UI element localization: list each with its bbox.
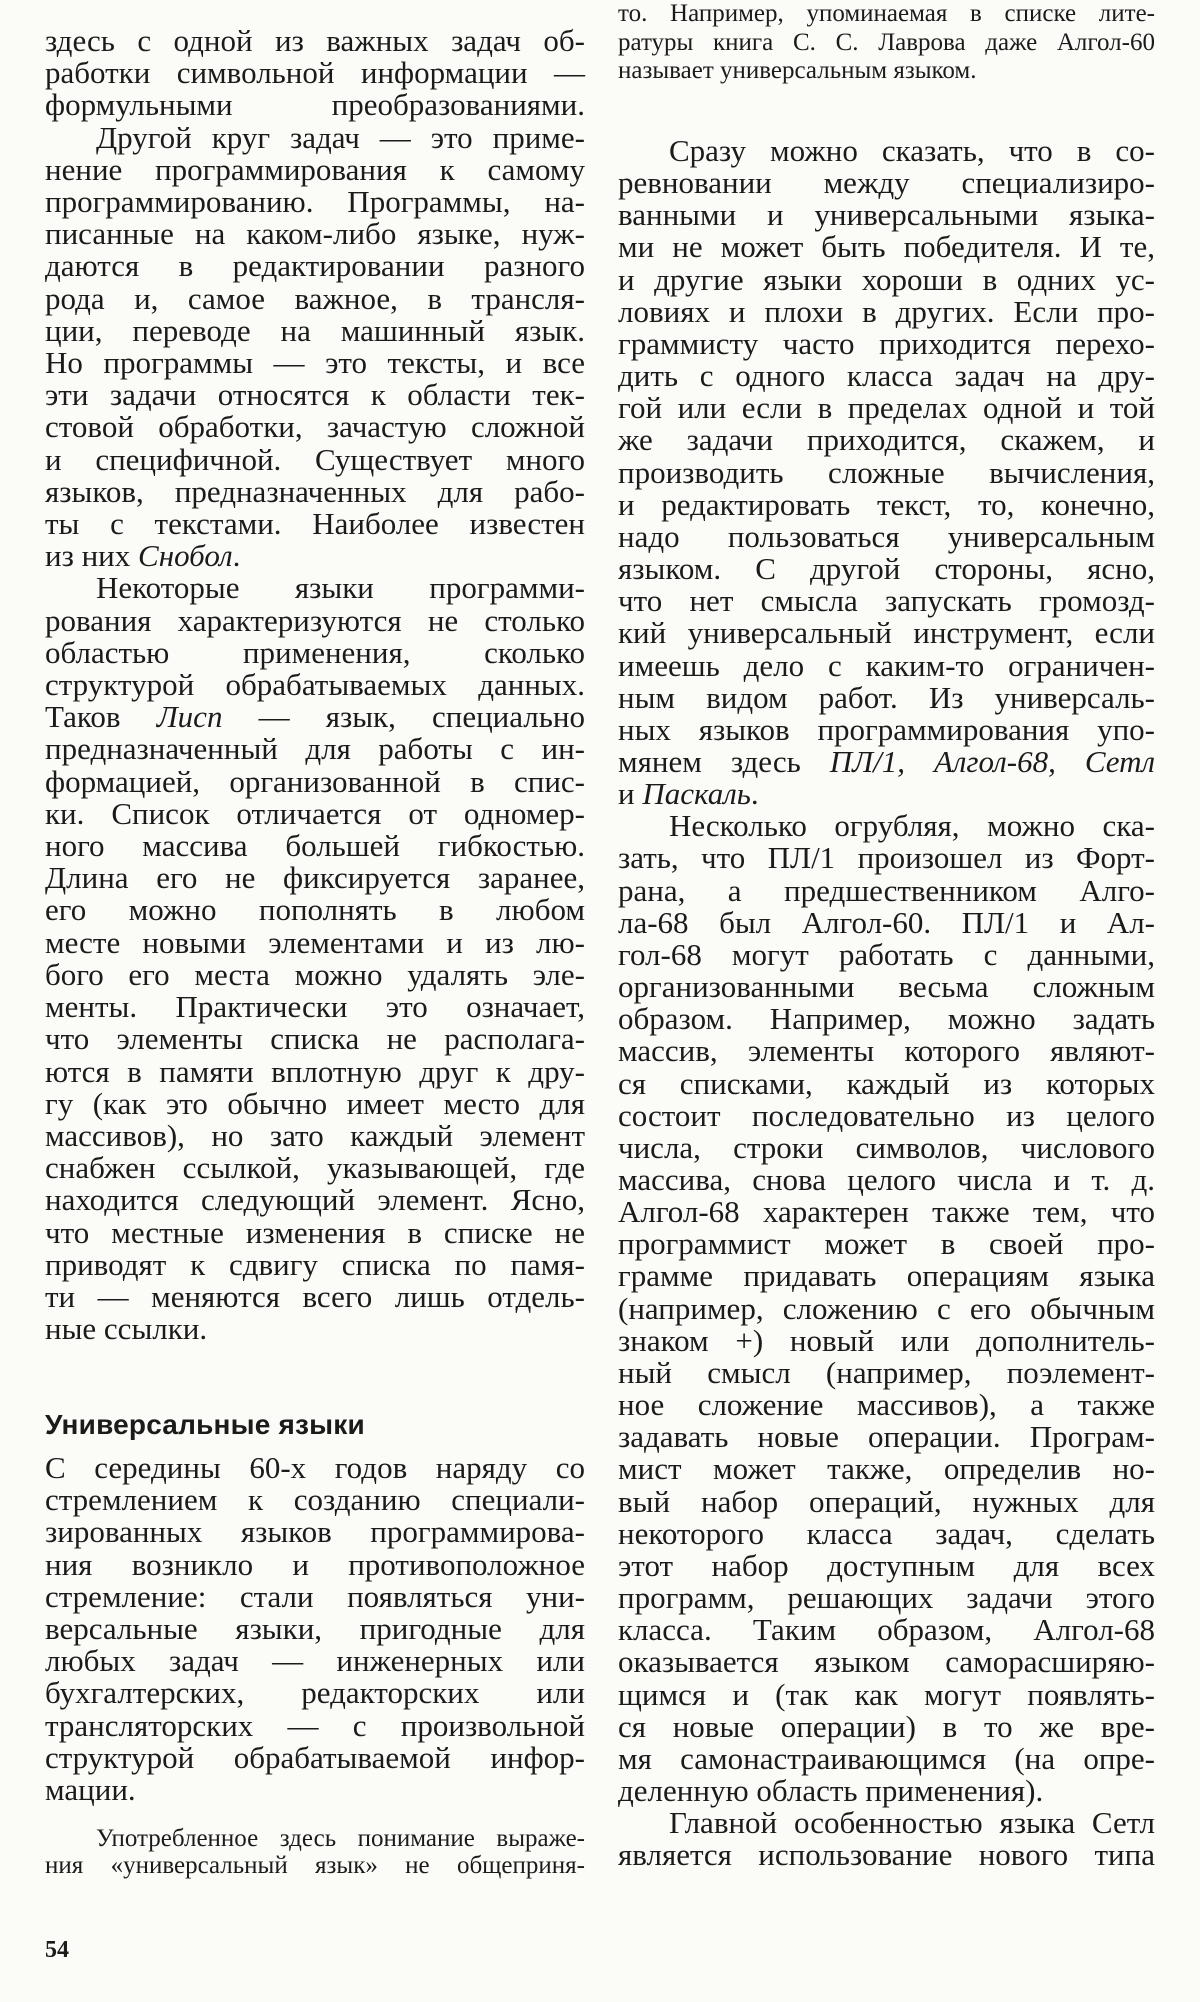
text-run: кий универсальный инструмент, если — [618, 615, 1155, 651]
text-line — [618, 1290, 1155, 1326]
text-line — [45, 57, 585, 89]
text-line — [618, 293, 1155, 329]
text-run: менты. Практически это означает, — [45, 989, 585, 1025]
text-line — [618, 325, 1155, 361]
text-line — [45, 1313, 585, 1345]
text-run: ся списками, каждый из которых — [618, 1065, 1155, 1101]
text-line — [45, 1023, 585, 1055]
text-run: оказывается языком саморасширяю- — [618, 1644, 1155, 1680]
text-line — [45, 508, 585, 540]
text-run: мя самонастраивающимся (на опре- — [618, 1740, 1155, 1776]
text-run: производить сложные вычисления, — [618, 454, 1155, 490]
text-run: структурой обрабатываемых данных. — [45, 667, 585, 703]
text-line — [45, 1278, 585, 1314]
text-run: ся новые операции) в то же вре- — [618, 1708, 1155, 1744]
left-column-main-text — [45, 25, 585, 1345]
text-run: массива, снова целого числа и т. д. — [618, 1162, 1155, 1197]
text-run: С середины 60-х годов наряду со — [45, 1450, 585, 1485]
text-line — [618, 1097, 1155, 1133]
text-run: знаком +) новый или дополнитель- — [618, 1322, 1155, 1358]
text-line — [618, 617, 1155, 649]
text-line — [618, 424, 1155, 456]
text-line — [618, 1421, 1155, 1453]
text-run: ное сложение массивов), а также — [618, 1387, 1155, 1423]
text-line — [618, 711, 1155, 747]
text-line — [45, 1677, 585, 1709]
text-line — [618, 261, 1155, 297]
text-run: Сразу можно сказать, что в со- — [669, 133, 1155, 168]
text-run: образом. Например, можно задать — [618, 1001, 1155, 1037]
footnote-text — [618, 0, 1155, 86]
text-line — [45, 1707, 585, 1743]
text-line — [618, 392, 1155, 424]
text-line — [618, 842, 1155, 874]
text-line — [45, 669, 585, 701]
text-run: предназначенный для работы с ин- — [45, 731, 585, 767]
text-line — [45, 1246, 585, 1282]
text-run: . — [232, 538, 241, 574]
text-run: программист может в своей про- — [618, 1226, 1155, 1262]
text-run: ратуры книга С. С. Лаврова даже Алгол-60 — [618, 28, 1155, 56]
footnote-continuation — [618, 0, 1155, 86]
text-line — [618, 1260, 1155, 1292]
text-line — [618, 1772, 1155, 1808]
text-line — [618, 486, 1155, 522]
text-line — [618, 1515, 1155, 1551]
text-line — [45, 347, 585, 379]
paragraph — [618, 1807, 1155, 1871]
text-run: программированию. Программы, на- — [45, 184, 585, 220]
text-line — [618, 1708, 1155, 1744]
text-run: зированных языков программирова- — [45, 1514, 585, 1550]
text-line — [618, 971, 1155, 1003]
text-run: ного массива большей гибкостью. — [45, 828, 585, 864]
text-line — [45, 218, 585, 250]
text-run: работки символьной информации — — [45, 55, 585, 91]
text-line — [618, 1196, 1155, 1228]
text-line — [618, 1354, 1155, 1390]
text-run: надо пользоваться универсальным — [618, 518, 1155, 554]
italic-term: Паскаль — [642, 776, 751, 812]
text-run: ные ссылки. — [45, 1311, 208, 1347]
text-line — [45, 1085, 585, 1121]
text-run: здесь с одной из важных задач об- — [45, 23, 585, 58]
text-run: структурой обрабатываемой инфор- — [45, 1739, 585, 1775]
paragraph — [618, 135, 1155, 810]
text-run: трансляторских — с произвольной — [45, 1707, 585, 1743]
text-run: называет универсальным языком. — [618, 57, 977, 84]
text-run: организованными весьма сложным — [618, 969, 1155, 1005]
text-line — [618, 1003, 1155, 1035]
page-number: 54 — [45, 1937, 69, 1963]
text-run: числа, строки символов, числового — [618, 1129, 1155, 1165]
text-line — [618, 29, 1155, 58]
italic-term: ПЛ/1, Алгол-68, Сетл — [829, 743, 1155, 779]
text-line — [45, 411, 585, 443]
text-line — [618, 518, 1155, 554]
text-line — [45, 572, 585, 604]
text-run: рования характеризуются не столько — [45, 602, 585, 638]
text-run: этот набор доступным для всех — [618, 1547, 1155, 1583]
text-run: ми не может быть победителя. И те, — [618, 229, 1155, 265]
text-run: ции, переводе на машинный язык. — [45, 312, 585, 348]
right-column-main-text — [618, 135, 1155, 1871]
text-line — [45, 634, 585, 670]
text-run: рана, а предшественником Алго- — [618, 872, 1155, 908]
text-line — [45, 1578, 585, 1614]
footnote — [45, 1825, 585, 1879]
text-run: даются в редактировании разного — [45, 248, 585, 284]
text-run: языков, предназначенных для рабо- — [45, 473, 585, 509]
text-run: версальные языки, пригодные для — [45, 1611, 585, 1647]
text-line — [45, 1184, 585, 1216]
text-run: мянем здесь — [618, 743, 830, 779]
text-line — [45, 25, 585, 57]
text-line — [618, 1228, 1155, 1260]
text-line — [618, 57, 1155, 86]
text-line — [618, 553, 1155, 585]
text-line — [45, 280, 585, 316]
text-line — [618, 872, 1155, 908]
text-line — [45, 89, 585, 121]
text-line — [45, 733, 585, 765]
text-line — [618, 360, 1155, 392]
text-run: месте новыми элементами и из лю- — [45, 924, 585, 960]
text-run: ти — меняются всего лишь отдель- — [45, 1278, 585, 1314]
text-run: деленную область применения). — [618, 1772, 1044, 1808]
text-run: же задачи приходится, скажем, и — [618, 422, 1155, 458]
text-run: массивов), но зато каждый элемент — [45, 1117, 585, 1153]
text-line — [618, 1740, 1155, 1776]
text-run: снабжен ссылкой, указывающей, где — [45, 1150, 585, 1186]
text-run: эти задачи относятся к области тек- — [45, 377, 585, 413]
text-run: ла-68 был Алгол-60. ПЛ/1 и Ал- — [618, 904, 1155, 940]
text-line — [618, 167, 1155, 199]
text-line — [45, 1214, 585, 1250]
text-run: из них — [45, 538, 139, 574]
text-line — [45, 1452, 585, 1484]
text-run: стремлением к созданию специали- — [45, 1482, 585, 1518]
text-run: гу (как это обычно имеет место для — [45, 1085, 585, 1121]
text-run: программ, решающих задачи этого — [618, 1580, 1155, 1616]
text-run: ный смысл (например, поэлемент- — [618, 1354, 1155, 1390]
text-run: ных языков программирования упо- — [618, 711, 1155, 747]
text-line — [618, 1453, 1155, 1485]
text-line — [45, 379, 585, 411]
text-run: Длина его не фиксируется заранее, — [45, 860, 585, 896]
text-line — [45, 1852, 585, 1879]
text-run: . — [750, 776, 759, 812]
text-line — [618, 1129, 1155, 1165]
text-line — [618, 1164, 1155, 1196]
text-run: вый набор операций, нужных для — [618, 1483, 1155, 1519]
text-run: находится следующий элемент. Ясно, — [45, 1182, 585, 1218]
text-line — [45, 1053, 585, 1089]
text-line — [618, 454, 1155, 490]
text-line — [45, 1117, 585, 1153]
text-run: стовой обработки, зачастую сложной — [45, 409, 585, 445]
text-line — [45, 862, 585, 894]
text-run: формацией, организованной в спис- — [45, 763, 585, 799]
text-run: что местные изменения в списке не — [45, 1214, 585, 1250]
text-line — [45, 540, 585, 572]
paragraph — [45, 119, 585, 574]
text-run: (например, сложению с его обычным — [618, 1290, 1155, 1326]
text-run: Несколько огрубляя, можно ска- — [669, 808, 1155, 844]
text-run: рода и, самое важное, в трансля- — [45, 280, 585, 316]
text-run: задавать новые операции. Програм- — [618, 1419, 1155, 1455]
text-run: писанные на каком-либо языке, нуж- — [45, 216, 585, 252]
text-line — [618, 778, 1155, 810]
text-run: ванными и универсальными языка- — [618, 197, 1155, 233]
text-line — [45, 441, 585, 477]
text-run: стремление: стали появляться уни- — [45, 1578, 585, 1614]
paragraph — [618, 810, 1155, 1807]
text-run: ты с текстами. Наиболее известен — [45, 506, 585, 542]
text-line — [618, 1483, 1155, 1519]
text-run: языком. С другой стороны, ясно, — [618, 551, 1155, 587]
text-line — [45, 991, 585, 1023]
text-run: ются в памяти вплотную друг к дру- — [45, 1053, 585, 1089]
paragraph — [45, 25, 585, 122]
text-line — [45, 795, 585, 831]
text-line — [618, 0, 1155, 29]
text-line — [45, 924, 585, 960]
paragraph — [45, 572, 585, 1345]
text-line — [45, 250, 585, 282]
text-run: грамме придавать операциям языка — [618, 1258, 1155, 1294]
text-line — [618, 199, 1155, 231]
text-run: Алгол-68 характерен также тем, что — [618, 1194, 1155, 1230]
text-run: дить с одного класса задач на дру- — [618, 358, 1155, 394]
text-line — [618, 1839, 1155, 1871]
text-run: и другие языки хороши в одних ус- — [618, 261, 1155, 297]
text-line — [618, 1065, 1155, 1101]
text-line — [45, 151, 585, 187]
text-run: зать, что ПЛ/1 произошел из Форт- — [618, 840, 1155, 876]
paragraph — [45, 1452, 585, 1806]
text-run: и редактировать текст, то, конечно, — [618, 486, 1155, 522]
text-line — [45, 1516, 585, 1548]
text-run: ния «универсальный язык» не общеприня- — [45, 1852, 585, 1879]
text-line — [45, 894, 585, 926]
text-line — [618, 231, 1155, 263]
text-line — [45, 1484, 585, 1516]
text-line — [45, 1774, 585, 1806]
text-run: массив, элементы которого являют- — [618, 1033, 1155, 1069]
text-run: Другой круг задач — это приме- — [96, 119, 585, 155]
text-line — [45, 956, 585, 992]
text-line — [45, 830, 585, 862]
text-run: класса. Таким образом, Алгол-68 — [618, 1612, 1155, 1648]
text-run: ревновании между специализиро- — [618, 165, 1155, 201]
text-line — [45, 1825, 585, 1852]
text-run: нение программирования к самому — [45, 151, 585, 187]
text-line — [618, 1582, 1155, 1614]
text-run: бухгалтерских, редакторских или — [45, 1675, 585, 1711]
text-line — [618, 1389, 1155, 1421]
left-column-section-text — [45, 1452, 585, 1806]
text-line — [618, 1646, 1155, 1678]
text-run: гой или если в пределах одной и той — [618, 390, 1155, 426]
text-run: бого его места можно удалять эле- — [45, 956, 585, 992]
text-run: и — [618, 776, 643, 812]
text-line — [45, 186, 585, 218]
text-run: Некоторые языки программи- — [96, 570, 585, 606]
text-line — [45, 1546, 585, 1582]
text-line — [45, 1645, 585, 1677]
text-run: Таков — [45, 699, 157, 735]
text-line — [45, 701, 585, 733]
text-run: ки. Список отличается от одномер- — [45, 795, 585, 831]
text-run: гол-68 могут работать с данными, — [618, 936, 1155, 972]
text-run: Главной особенностью языка Сетл — [669, 1805, 1155, 1841]
text-run: Но программы — это тексты, и все — [45, 345, 585, 381]
text-run: что нет смысла запускать громозд- — [618, 583, 1155, 619]
italic-term: Снобол — [138, 538, 233, 574]
text-line — [45, 119, 585, 155]
text-run: что элементы списка не располага- — [45, 1021, 585, 1057]
text-run: мации. — [45, 1772, 136, 1808]
text-line — [618, 585, 1155, 617]
text-run: областью применения, сколько — [45, 634, 585, 670]
text-line — [618, 1614, 1155, 1646]
text-run: некоторого класса задач, сделать — [618, 1515, 1155, 1551]
text-line — [618, 1676, 1155, 1712]
text-line — [618, 1035, 1155, 1067]
text-line — [618, 135, 1155, 167]
text-line — [45, 1613, 585, 1645]
text-run: Употребленное здесь понимание выраже- — [96, 1825, 585, 1852]
text-line — [45, 602, 585, 638]
section-heading: Универсальные языки — [45, 1409, 365, 1440]
text-run: формульными преобразованиями. — [45, 87, 585, 123]
text-line — [618, 679, 1155, 715]
text-line — [45, 1152, 585, 1184]
text-line — [618, 936, 1155, 972]
text-run: мист может также, определив но- — [618, 1451, 1155, 1487]
footnote-text — [45, 1825, 585, 1879]
text-run: приводят к сдвигу списка по памя- — [45, 1246, 585, 1282]
text-line — [45, 312, 585, 348]
text-run: состоит последовательно из целого — [618, 1097, 1155, 1133]
text-run: граммисту часто приходится перехо- — [618, 325, 1155, 361]
text-line — [618, 1807, 1155, 1839]
text-line — [45, 763, 585, 799]
text-run: ловиях и плохи в других. Если про- — [618, 293, 1155, 329]
text-line — [618, 1547, 1155, 1583]
text-run: ным видом работ. Из универсаль- — [618, 679, 1155, 715]
text-line — [618, 647, 1155, 683]
text-run: щимся и (так как могут появлять- — [618, 1676, 1155, 1712]
text-run: то. Например, упоминаемая в списке лите- — [618, 0, 1155, 27]
text-run: — язык, специально — [222, 699, 585, 735]
text-run: и специфичной. Существует много — [45, 441, 585, 477]
text-run: его можно пополнять в любом — [45, 892, 585, 928]
text-run: ния возникло и противоположное — [45, 1546, 585, 1582]
text-line — [45, 1739, 585, 1775]
text-line — [618, 1322, 1155, 1358]
italic-term: Лисп — [156, 699, 223, 735]
text-run: имеешь дело с каким-то ограничен- — [618, 647, 1155, 683]
text-line — [618, 810, 1155, 842]
text-line — [45, 473, 585, 509]
text-line — [618, 743, 1155, 779]
text-run: является использование нового типа — [618, 1837, 1155, 1873]
text-run: любых задач — инженерных или — [45, 1643, 585, 1679]
text-line — [618, 904, 1155, 940]
